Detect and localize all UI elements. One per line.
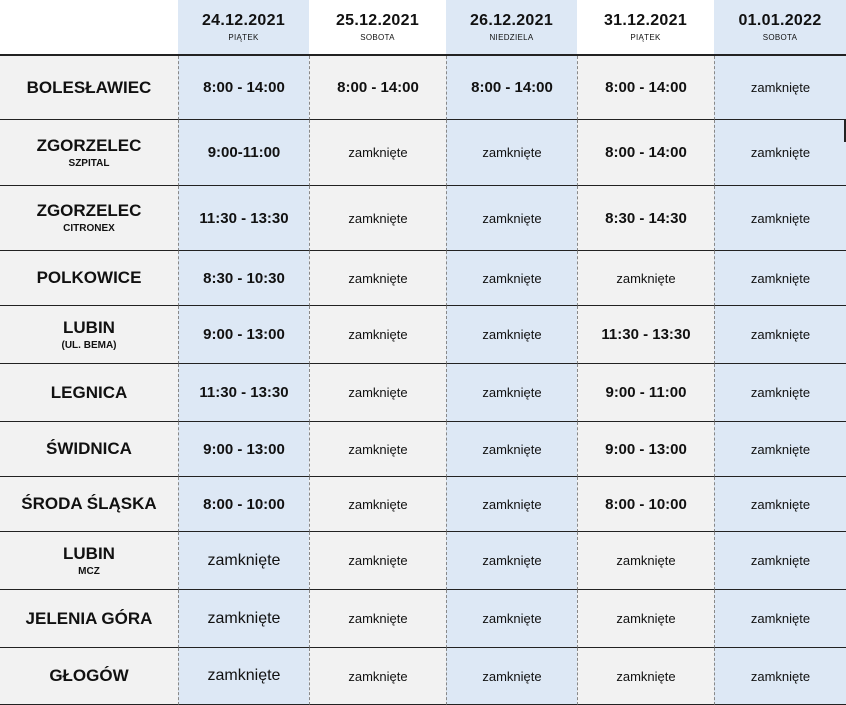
hours-cell: 11:30 - 13:30 — [178, 364, 309, 422]
location-title: ŚWIDNICA — [46, 439, 132, 458]
hours-cell: zamknięte — [309, 532, 446, 590]
location-name — [0, 364, 178, 422]
hours-cell: zamknięte — [446, 590, 577, 648]
hours-cell: 8:00 - 10:00 — [577, 477, 714, 532]
hours-cell: zamknięte — [577, 590, 714, 648]
hours-cell: zamknięte — [714, 251, 846, 306]
column-header — [714, 0, 846, 56]
hours-cell: zamknięte — [714, 477, 846, 532]
location-name — [0, 477, 178, 532]
location-name — [0, 251, 178, 306]
header-corner — [0, 0, 178, 56]
location-subtitle: MCZ — [78, 565, 100, 577]
hours-cell: zamknięte — [178, 590, 309, 648]
location-title: ZGORZELEC — [36, 201, 142, 220]
hours-cell: zamknięte — [714, 306, 846, 364]
column-header — [577, 0, 714, 56]
hours-cell: 8:00 - 14:00 — [309, 56, 446, 120]
location-title: POLKOWICE — [36, 268, 142, 287]
hours-cell: zamknięte — [714, 532, 846, 590]
hours-cell: 9:00-11:00 — [178, 120, 309, 186]
hours-cell: zamknięte — [714, 120, 846, 186]
column-date: 31.12.2021 — [603, 11, 688, 29]
column-day: SOBOTA — [762, 32, 798, 42]
hours-cell: zamknięte — [714, 364, 846, 422]
column-date: 24.12.2021 — [201, 11, 286, 29]
location-title: LUBIN — [63, 543, 115, 563]
column-header — [309, 0, 446, 56]
hours-cell: zamknięte — [446, 186, 577, 251]
hours-cell: zamknięte — [446, 422, 577, 477]
hours-cell: 11:30 - 13:30 — [577, 306, 714, 364]
location-name — [0, 56, 178, 120]
hours-cell: zamknięte — [714, 590, 846, 648]
location-title: ŚRODA ŚLĄSKA — [21, 494, 157, 513]
hours-cell: zamknięte — [714, 186, 846, 251]
hours-cell: zamknięte — [309, 186, 446, 251]
hours-cell: 9:00 - 13:00 — [577, 422, 714, 477]
column-date: 26.12.2021 — [469, 11, 554, 29]
location-title: JELENIA GÓRA — [25, 608, 153, 628]
location-name — [0, 120, 178, 186]
hours-cell: zamknięte — [714, 56, 846, 120]
hours-cell: 8:00 - 14:00 — [577, 120, 714, 186]
location-title: LUBIN — [63, 317, 115, 337]
hours-cell: zamknięte — [714, 648, 846, 705]
hours-cell: zamknięte — [309, 120, 446, 186]
hours-cell: 8:30 - 14:30 — [577, 186, 714, 251]
location-subtitle: SZPITAL — [68, 157, 110, 169]
location-name — [0, 186, 178, 251]
hours-cell: 8:00 - 14:00 — [446, 56, 577, 120]
column-date: 01.01.2022 — [738, 11, 822, 29]
location-title: ZGORZELEC — [36, 135, 142, 155]
hours-cell: zamknięte — [714, 422, 846, 477]
location-name — [0, 590, 178, 648]
location-title: GŁOGÓW — [49, 666, 129, 685]
hours-cell: 9:00 - 13:00 — [178, 306, 309, 364]
hours-cell: zamknięte — [446, 364, 577, 422]
hours-cell: zamknięte — [309, 648, 446, 705]
hours-cell: zamknięte — [309, 590, 446, 648]
location-title: BOLESŁAWIEC — [26, 77, 152, 97]
location-subtitle: CITRONEX — [63, 223, 115, 234]
hours-cell: zamknięte — [309, 251, 446, 306]
hours-cell: zamknięte — [446, 648, 577, 705]
hours-cell: zamknięte — [178, 532, 309, 590]
hours-cell: zamknięte — [446, 532, 577, 590]
hours-cell: zamknięte — [309, 477, 446, 532]
column-day: PIĄTEK — [630, 32, 661, 42]
hours-cell: zamknięte — [446, 120, 577, 186]
location-name — [0, 422, 178, 477]
location-subtitle: (UL. BEMA) — [61, 339, 117, 351]
hours-cell: zamknięte — [309, 422, 446, 477]
location-name — [0, 306, 178, 364]
hours-cell: zamknięte — [178, 648, 309, 705]
column-day: NIEDZIELA — [489, 32, 534, 42]
hours-cell: zamknięte — [309, 306, 446, 364]
hours-cell: 8:00 - 14:00 — [178, 56, 309, 120]
hours-cell: zamknięte — [446, 251, 577, 306]
hours-cell: zamknięte — [577, 532, 714, 590]
hours-cell: 8:30 - 10:30 — [178, 251, 309, 306]
hours-cell: 8:00 - 14:00 — [577, 56, 714, 120]
column-date: 25.12.2021 — [335, 11, 420, 29]
hours-cell: 9:00 - 11:00 — [577, 364, 714, 422]
hours-cell: zamknięte — [446, 306, 577, 364]
hours-cell: zamknięte — [446, 477, 577, 532]
location-title: LEGNICA — [50, 382, 128, 402]
column-header — [178, 0, 309, 56]
column-header — [446, 0, 577, 56]
hours-cell: 8:00 - 10:00 — [178, 477, 309, 532]
hours-cell: 9:00 - 13:00 — [178, 422, 309, 477]
column-day: PIĄTEK — [228, 32, 259, 42]
hours-cell: zamknięte — [577, 648, 714, 705]
hours-cell: zamknięte — [577, 251, 714, 306]
hours-cell: zamknięte — [309, 364, 446, 422]
location-name — [0, 648, 178, 705]
hours-cell: 11:30 - 13:30 — [178, 186, 309, 251]
location-name — [0, 532, 178, 590]
column-day: SOBOTA — [360, 32, 395, 42]
